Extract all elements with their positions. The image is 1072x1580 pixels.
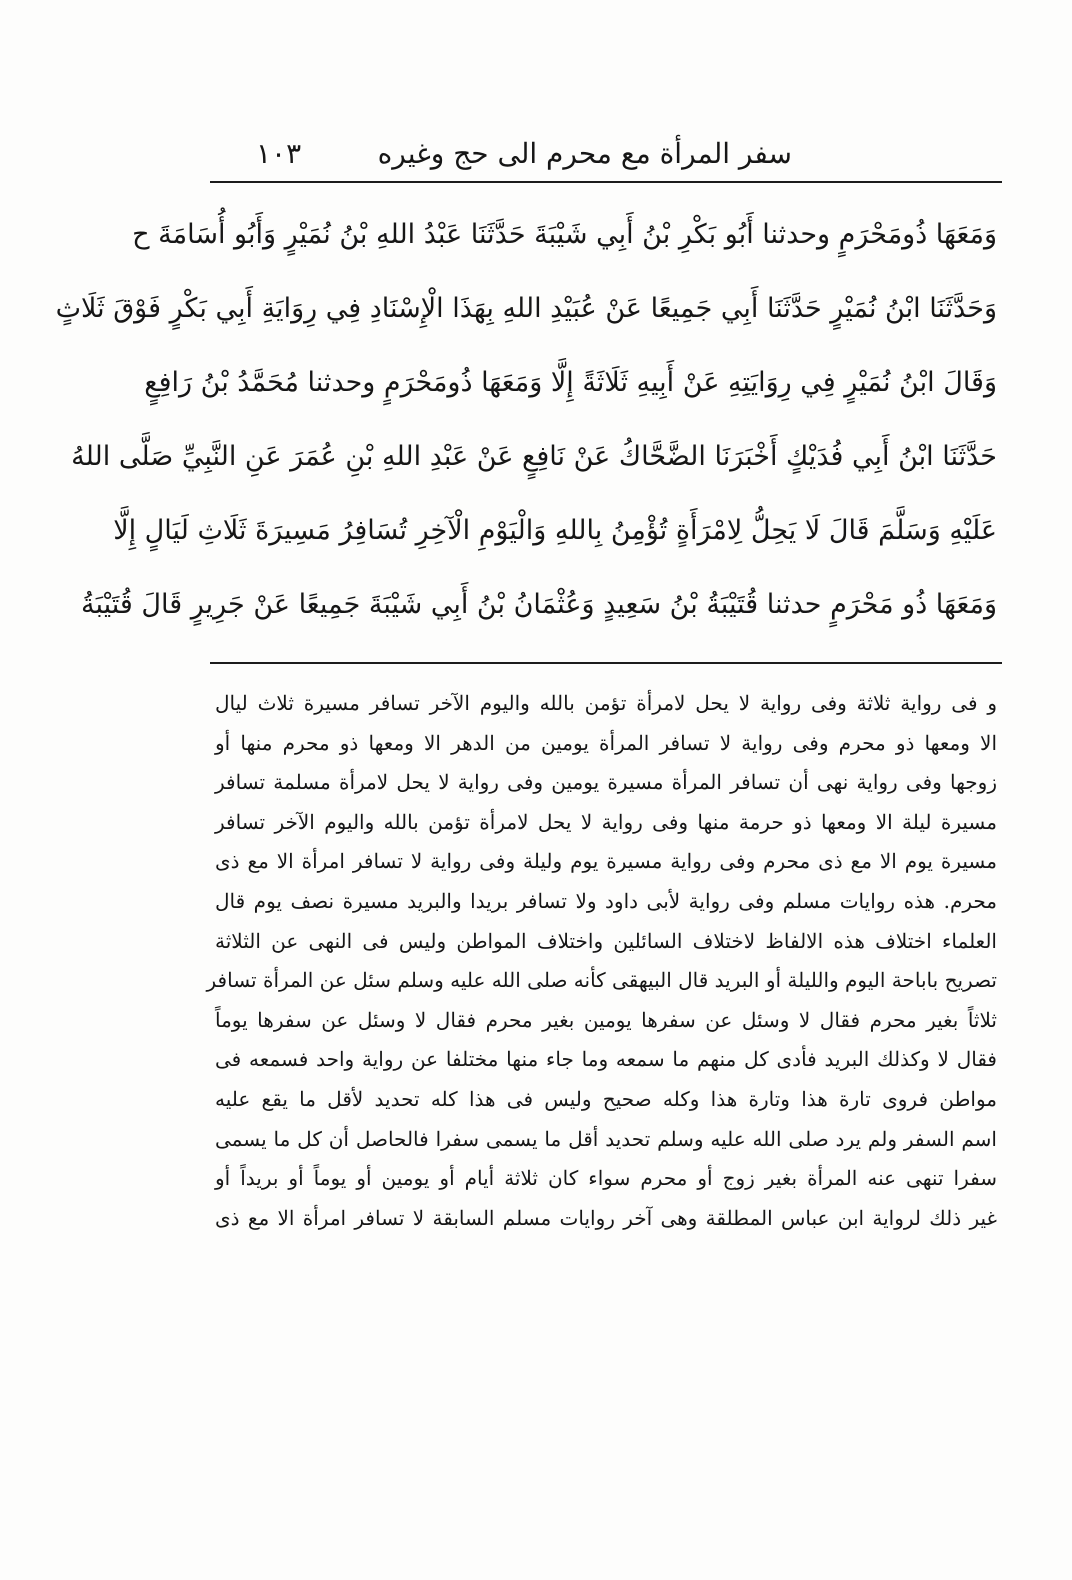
commentary-line-8: تصريح باباحة اليوم والليلة أو البريد قال البيهقى كأنه صلى الله عليه وسلم سئل عن المرأة تسافر bbox=[206, 968, 997, 993]
section-divider-rule bbox=[210, 662, 1002, 664]
commentary-line-12: اسم السفر ولم يرد صلى الله عليه وسلم تحديد أقل ما يسمى سفرا فالحاصل أن كل ما يسمى bbox=[215, 1126, 997, 1151]
hadith-line-2: وَحَدَّثَنَا ابْنُ نُمَيْرٍ حَدَّثَنَا أَبِي جَمِيعًا عَنْ عُبَيْدِ اللهِ بِهَذَا الْإِسْنَادِ فِي رِوَايَةِ أَبِي بَكْرٍ فَوْقَ ثَلَاثٍ bbox=[55, 293, 997, 324]
page-number: ١٠٣ bbox=[256, 137, 302, 170]
commentary-text-block bbox=[206, 684, 997, 1238]
hadith-line-4: حَدَّثَنَا ابْنُ أَبِي فُدَيْكٍ أَخْبَرَنَا الضَّحَّاكُ عَنْ نَافِعٍ عَنْ عَبْدِ اللهِ بْنِ عُمَرَ عَنِ النَّبِيِّ صَلَّى اللهُ bbox=[71, 441, 997, 472]
commentary-line-3: زوجها وفى رواية نهى أن تسافر المرأة مسيرة يومين وفى رواية لا يحل لامرأة مسلمة تسافر bbox=[215, 770, 997, 795]
commentary-line-14: غير ذلك لرواية ابن عباس المطلقة وهى آخر روايات مسلم السابقة لا تسافر امرأة الا مع ذى bbox=[215, 1205, 997, 1230]
commentary-line-9: ثلاثاً بغير محرم فقال لا وسئل عن سفرها يومين بغير محرم فقال لا وسئل عن سفرها يوماً bbox=[215, 1007, 997, 1032]
hadith-line-5: عَلَيْهِ وَسَلَّمَ قَالَ لَا يَحِلُّ لِامْرَأَةٍ تُؤْمِنُ بِاللهِ وَالْيَوْمِ الْآخِرِ تُسَافِرُ مَسِيرَةَ ثَلَاثِ لَيَالٍ إِلَّا bbox=[113, 515, 997, 546]
running-header bbox=[210, 128, 1002, 180]
hadith-line-6: وَمَعَهَا ذُو مَحْرَمٍ حدثنا قُتَيْبَةُ بْنُ سَعِيدٍ وَعُثْمَانُ بْنُ أَبِي شَيْبَةَ جَمِيعًا عَنْ جَرِيرٍ قَالَ قُتَيْبَةُ bbox=[81, 589, 997, 620]
commentary-line-5: مسيرة يوم الا مع ذى محرم وفى رواية مسيرة يوم وليلة وفى رواية لا تسافر امرأة الا مع ذى bbox=[215, 849, 997, 874]
hadith-line-3: وَقَالَ ابْنُ نُمَيْرٍ فِي رِوَايَتِهِ عَنْ أَبِيهِ ثَلَاثَةً إِلَّا وَمَعَهَا ذُومَحْرَمٍ وحدثنا مُحَمَّدُ بْنُ رَافِعٍ bbox=[144, 367, 997, 398]
hadith-text-block bbox=[55, 198, 997, 642]
commentary-line-6: محرم. هذه روايات مسلم وفى رواية لأبى داود ولا تسافر بريدا والبريد مسيرة نصف يوم قال bbox=[215, 888, 997, 913]
commentary-line-11: مواطن فروى تارة هذا وتارة هذا وكله صحيح وليس فى هذا كله تحديد لأقل ما يقع عليه bbox=[215, 1086, 997, 1111]
chapter-title: سفر المرأة مع محرم الى حج وغيره bbox=[377, 137, 792, 170]
commentary-line-1: و فى رواية ثلاثة وفى رواية لا يحل لامرأة تؤمن بالله واليوم الآخر تسافر مسيرة ثلاث ليال bbox=[215, 691, 997, 715]
header-rule bbox=[210, 181, 1002, 183]
commentary-line-13: سفرا تنهى عنه المرأة بغير زوج أو محرم سواء كان ثلاثة أيام أو يومين أو يوماً أو بريداً أو bbox=[215, 1166, 997, 1191]
hadith-line-1: وَمَعَهَا ذُومَحْرَمٍ وحدثنا أَبُو بَكْرِ بْنُ أَبِي شَيْبَةَ حَدَّثَنَا عَبْدُ اللهِ بْنُ نُمَيْرٍ وَأَبُو أُسَامَةَ ح bbox=[132, 219, 997, 250]
commentary-line-10: فقال لا وكذلك البريد فأدى كل منهم ما سمعه وما جاء منها مختلفا عن رواية واحد فسمعه فى bbox=[215, 1047, 997, 1072]
commentary-line-4: مسيرة ليلة الا ومعها ذو حرمة منها وفى رواية لا يحل لامرأة تؤمن بالله واليوم الآخر تسافر bbox=[215, 809, 997, 834]
commentary-line-2: الا ومعها ذو محرم وفى رواية لا تسافر المرأة يومين من الدهر الا ومعها ذو محرم منها أو bbox=[215, 730, 997, 755]
commentary-line-7: العلماء اختلاف هذه الالفاظ لاختلاف السائلين واختلاف المواطن وليس فى النهى عن الثلاثة bbox=[215, 928, 997, 953]
